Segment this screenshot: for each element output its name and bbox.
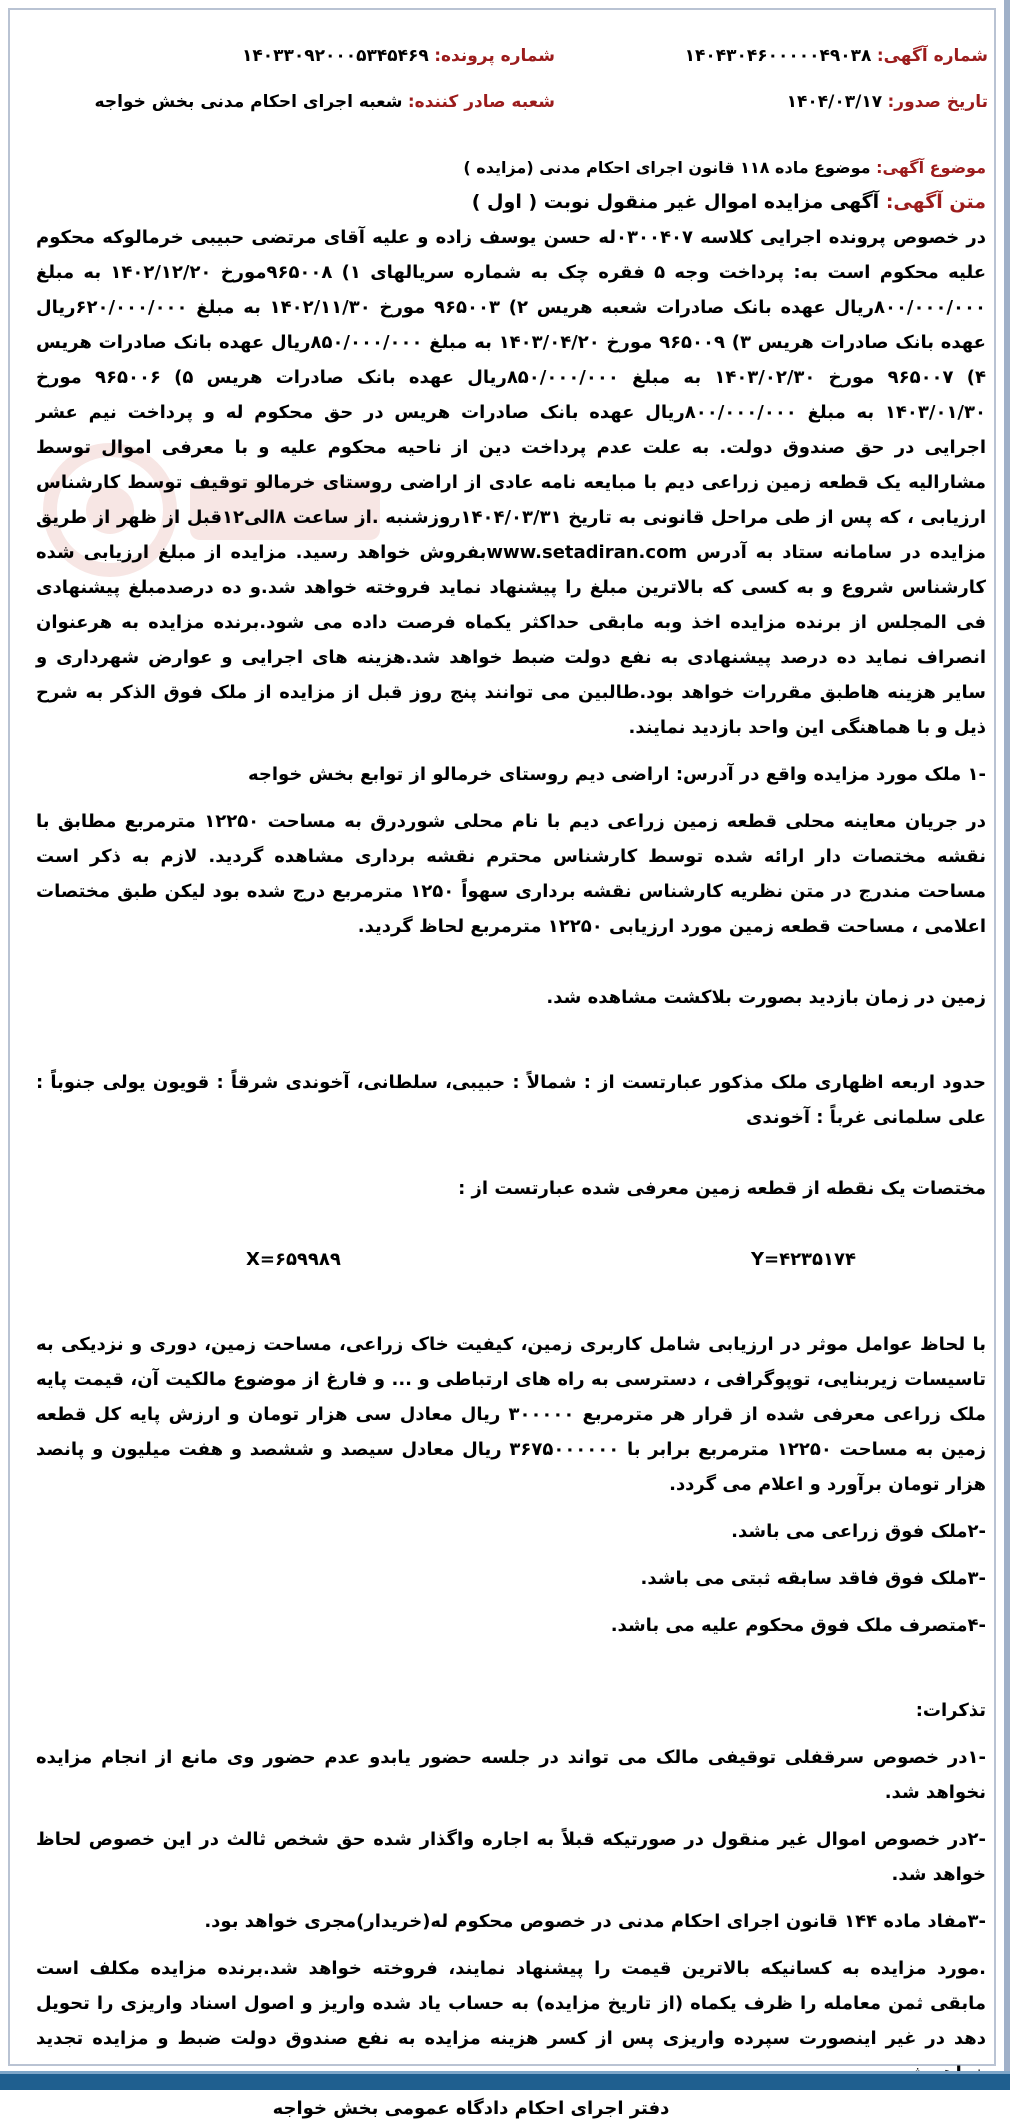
item3: -۳ملک فوق فاقد سابقه ثبتی می باشد. xyxy=(640,1568,986,1589)
subject-row xyxy=(36,150,986,185)
item2: -۲ملک فوق زراعی می باشد. xyxy=(731,1521,986,1542)
intro-paragraph: در خصوص پرونده اجرایی کلاسه ۰۳۰۰۴۰۷له حسن یوسف زاده و علیه آقای مرتضی حبیبی خرمالوکه محکوم علیه محکوم است به: پرداخت وجه ۵ فقره چک به شماره سریالهای ۱) ۹۶۵۰۰۸مورخ ۱۴۰۲/۱۲/۲۰ به مبلغ ۸۰۰/۰۰۰/۰۰۰ریال عهده بانک صادرات شعبه هریس ۲) ۹۶۵۰۰۳ مورخ ۱۴۰۲/۱۱/۳۰ به مبلغ ۶۲۰/۰۰۰/۰۰۰ریال عهده بانک صادرات هریس ۳) ۹۶۵۰۰۹ مورخ ۱۴۰۳/۰۴/۲۰ به مبلغ ۸۵۰/۰۰۰/۰۰۰ریال عهده بانک صادرات هریس ۴) ۹۶۵۰۰۷ مورخ ۱۴۰۳/۰۲/۳۰ به مبلغ ۸۵۰/۰۰۰/۰۰۰ریال عهده بانک صادرات هریس ۵) ۹۶۵۰۰۶ مورخ ۱۴۰۳/۰۱/۳۰ به مبلغ ۸۰۰/۰۰۰/۰۰۰ریال عهده بانک صادرات هریس در حق محکوم له و پرداخت نیم عشر اجرایی در حق صندوق دولت. به علت عدم پرداخت دین از ناحیه محکوم علیه و با معرفی اموال توسط مشارالیه یک قطعه زمین زراعی دیم با مبایعه نامه عادی از اراضی روستای خرمالو توقیف توسط کارشناس ارزیابی ، که پس از طی مراحل قانونی به تاریخ ۱۴۰۴/۰۳/۳۱روزشنبه .از ساعت ۸الی۱۲قبل از ظهر از طریق مزایده در سامانه ستاد به آدرس www.setadiran.comبفروش خواهد رسید. مزایده از مبلغ ارزیابی شده کارشناس شروع و به کسی که بالاترین مبلغ را پیشنهاد نماید فروخته خواهد شد.و ده درصدمبلغ پیشنهادی فی المجلس از برنده مزایده اخذ وبه مابقی حداکثر یکماه فرصت داده می شود.برنده مزایده به هرعنوان انصراف نماید ده درصد پیشنهادی به نفع دولت ضبط خواهد شد.هزینه های اجرایی و عوارض شهرداری و سایر هزینه هاطبق مقررات خواهد بود.طالبین می توانند پنج روز قبل از مزایده از ملک فوق الذکر به شرح ذیل و با هماهنگی این واحد بازدید نمایند. xyxy=(36,227,987,738)
note1: -۱در خصوص سرقفلی توقیفی مالک می تواند در جلسه حضور یابدو عدم حضور وی مانع از انجام مزایده نخواهد شد. xyxy=(36,1747,986,1803)
window-edge xyxy=(1004,0,1010,2074)
case-number-row xyxy=(242,46,555,66)
ad-number-row xyxy=(685,46,988,66)
ad-title: آگهی مزایده اموال غیر منقول نوبت ( اول ) xyxy=(471,191,880,213)
ad-title-row xyxy=(36,185,986,220)
issuer: شعبه اجرای احکام مدنی بخش خواجه xyxy=(94,92,403,112)
issue-date: ۱۴۰۴/۰۳/۱۷ xyxy=(786,92,883,112)
coord-y: Y=۴۲۳۵۱۷۴ xyxy=(750,1249,856,1270)
issue-date-label: تاریخ صدور: xyxy=(887,92,988,112)
boundaries: حدود اربعه اظهاری ملک مذکور عبارتست از : شمالاً : حبیبی، سلطانی، آخوندی شرقاً : قویون یولی جنوباً : علی سلمانی غرباً : آخوندی xyxy=(36,1072,986,1128)
note2: -۲در خصوص اموال غیر منقول در صورتیکه قبلاً به اجاره واگذار شده حق شخص ثالث در این خصوص لحاظ خواهد شد. xyxy=(36,1829,986,1885)
coordinates-row xyxy=(36,1242,986,1277)
case-number-label: شماره پرونده: xyxy=(434,46,555,66)
coord-x: X=۶۵۹۹۸۹ xyxy=(246,1249,341,1270)
issue-date-row xyxy=(787,92,988,112)
notice-content xyxy=(36,150,986,2126)
coords-intro: مختصات یک نقطه از قطعه زمین معرفی شده عبارتست از : xyxy=(458,1178,986,1199)
subject-label: موضوع آگهی: xyxy=(876,158,986,177)
note3: -۳مفاد ماده ۱۴۴ قانون اجرای احکام مدنی در خصوص محکوم له(خریدار)مجری خواهد بود. xyxy=(204,1911,986,1932)
signature: دفتر اجرای احکام دادگاه عمومی بخش خواجه xyxy=(272,2098,670,2119)
ad-number-label: شماره آگهی: xyxy=(876,46,988,66)
closing-paragraph: .مورد مزایده به کسانیکه بالاترین قیمت را پیشنهاد نمایند، فروخته خواهد شد.برنده مزایده مکلف است مابقی ثمن معامله را ظرف یکماه (از تاریخ مزایده) به حساب یاد شده واریز و اصول اسناد واریزی را تحویل دهد در غیر اینصورت سپرده واریزی پس از کسر هزینه مزایده به نفع صندوق دولت ضبط و مزایده تجدید xyxy=(36,1958,986,2049)
window-bottom-bar xyxy=(0,2071,1010,2090)
issuer-row xyxy=(95,92,555,112)
subject-text: موضوع ماده ۱۱۸ قانون اجرای احکام مدنی (مزایده ) xyxy=(463,158,871,177)
notes-title: تذکرات: xyxy=(915,1700,986,1721)
ad-number: ۱۴۰۴۳۰۴۶۰۰۰۰۰۴۹۰۳۸ xyxy=(684,46,872,66)
item1-description: در جریان معاینه محلی قطعه زمین زراعی دیم با نام محلی شوردرق به مساحت ۱۲۲۵۰ مترمربع مطابق با نقشه مختصات دار ارائه شده توسط کارشناس محترم نقشه برداری مشاهده گردید. لازم به ذکر است مساحت مندرج در متن نظریه کارشناس نقشه برداری سهواً ۱۲۵۰ مترمربع درج شده بود لیکن طبق مختصات اعلامی ، مساحت قطعه زمین مورد ارزیابی ۱۲۲۵۰ مترمربع لحاظ گردید. xyxy=(36,811,986,937)
case-number: ۱۴۰۳۳۰۹۲۰۰۰۵۳۴۵۴۶۹ xyxy=(242,46,429,66)
item4: -۴متصرف ملک فوق محکوم علیه می باشد. xyxy=(610,1615,986,1636)
land-state: زمین در زمان بازدید بصورت بلاکشت مشاهده شد. xyxy=(546,987,986,1008)
issuer-label: شعبه صادر کننده: xyxy=(407,92,555,112)
ad-text-label: متن آگهی: xyxy=(885,191,986,213)
valuation-paragraph: با لحاظ عوامل موثر در ارزیابی شامل کاربری زمین، کیفیت خاک زراعی، مساحت زمین، دوری و نزدیکی به تاسیسات زیربنایی، توپوگرافی ، دسترسی به راه های ارتباطی و ... و فارغ از موضوع مالکیت آن، قیمت پایه ملک زراعی معرفی شده از قرار هر مترمربع ۳۰۰۰۰۰ ریال معادل سی هزار تومان و ارزش پایه کل قطعه زمین به مساحت ۱۲۲۵۰ مترمربع برابر با ۳۶۷۵۰۰۰۰۰۰ ریال معادل سیصد و ششصد و هفت میلیون و پانصد هزار تومان برآورد و اعلام می گردد. xyxy=(36,1334,987,1495)
item1-title: -۱ ملک مورد مزایده واقع در آدرس: اراضی دیم روستای خرمالو از توابع بخش خواجه xyxy=(248,764,986,785)
